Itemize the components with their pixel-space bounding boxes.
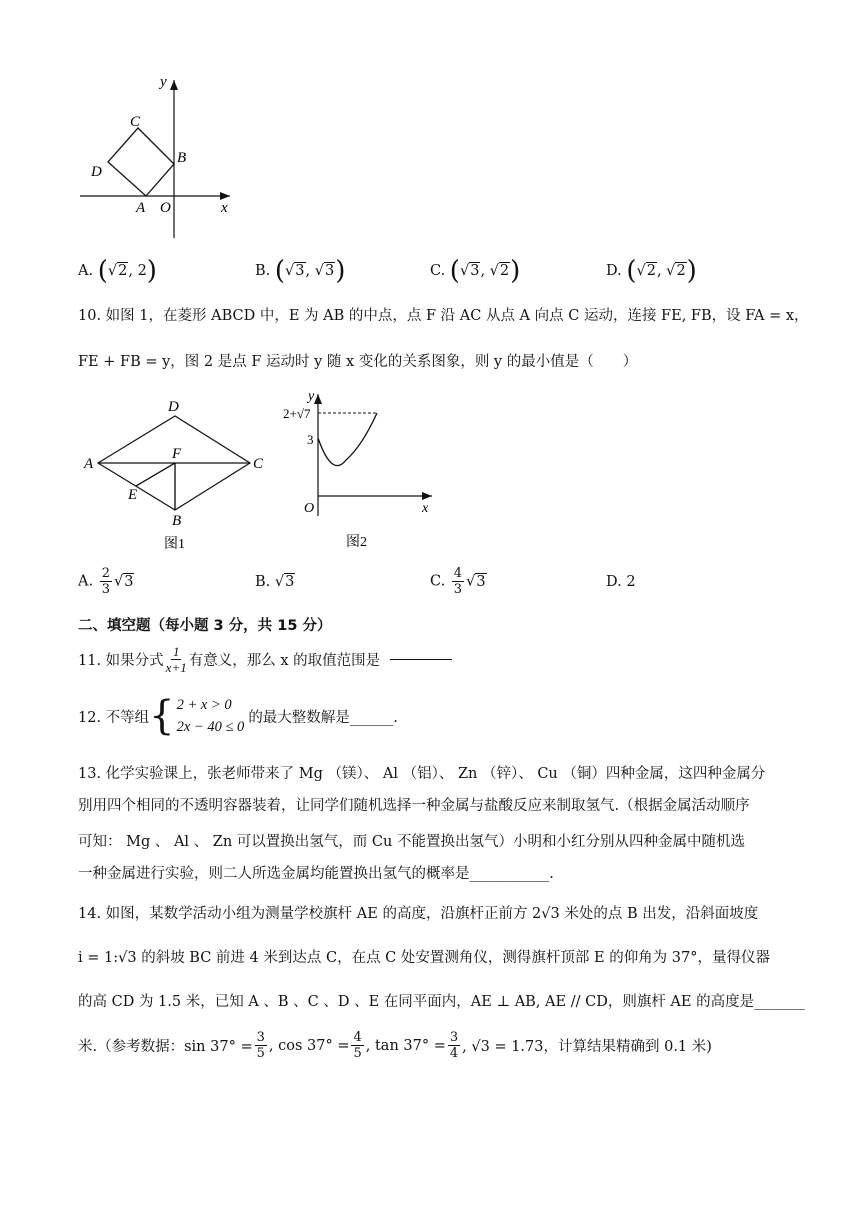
fig2-x-label: x [422,501,429,516]
fig1-point-c: C [253,456,264,472]
fig9-point-b: B [177,150,187,166]
q10-line2: FE + FB = y，图 2 是点 F 运动时 y 随 x 变化的关系图象，则 y 的最小值是（ ） [78,354,638,370]
fig1-point-d: D [168,399,179,415]
q13-line1: 13. 化学实验课上，张老师带来了 Mg （镁）、 Al （铝）、 Zn （锌）、 Cu （铜）四种金属，这四种金属分 [78,766,766,782]
q14-line4: 米.（参考数据：sin 37° = $\frac{3}{5}$ , cos 37° = $\frac{4}{5}$ , tan 37° = $\frac{3}{4}$ , √3 = 1.73，计算结果精确到 0.1 米) [78,1030,712,1061]
q10-option-a: A. $\frac{2}{3}$ √3 [78,566,134,597]
fig9-y-label: y [160,74,167,90]
q13-line2: 别用四个相同的不透明容器装着，让同学们随机选择一种金属与盐酸反应来制取氢气.（根据金属活动顺序 [78,798,750,814]
fig1-caption: 图1 [164,537,185,552]
q13-line4: 一种金属进行实验，则二人所选金属均能置换出氢气的概率是___________. [78,866,554,882]
fig1-point-f: F [172,446,182,462]
q14-line3: 的高 CD 为 1.5 米，已知 A 、B 、C 、D 、E 在同平面内，AE ⊥ AB, AE // CD，则旗杆 AE 的高度是_______ [78,994,805,1010]
q14-line1: 14. 如图，某数学活动小组为测量学校旗杆 AE 的高度，沿旗杆正前方 2√3 米处的点 B 出发，沿斜面坡度 [78,906,759,922]
figure-q9 [70,70,250,250]
q11: 11. 如果分式 $\frac{1}{x+1}$ 有意义，那么 x 的取值范围是 [78,644,452,675]
fig1-point-e: E [128,487,138,503]
q10-line1: 10. 如图 1，在菱形 ABCD 中，E 为 AB 的中点，点 F 沿 AC 从点 A 向点 C 运动，连接 FE, FB，设 FA = x， [78,308,809,324]
fig2-label-3: 3 [307,432,314,447]
fig2-caption: 图2 [346,535,367,550]
fig9-point-c: C [130,114,141,130]
q9-option-c: C. (√3, √2) [430,256,521,286]
section-2-title: 二、填空题（每小题 3 分，共 15 分） [78,618,332,634]
fig9-origin-o: O [160,200,171,216]
q9-option-a: A. (√2, 2) [78,256,157,286]
figure-1-rhombus [80,392,280,552]
fig9-x-label: x [221,200,228,216]
fig2-label-top: 2+√7 [283,406,311,421]
fig1-point-b: B [172,513,182,529]
fig9-point-d: D [91,164,102,180]
figure-2-graph [280,388,440,552]
q13-line3: 可知： Mg 、 Al 、 Zn 可以置换出氢气，而 Cu 不能置换出氢气）小明和小红分别从四种金属中随机选 [78,834,745,850]
fig2-origin-o: O [304,501,315,516]
q9-option-b: B. (√3, √3) [255,256,346,286]
q14-line2: i = 1:√3 的斜坡 BC 前进 4 米到达点 C，在点 C 处安置测角仪，测得旗杆顶部 E 的仰角为 37°，量得仪器 [78,950,770,966]
q12: 12. 不等组 { 2 + x > 0 2x − 40 ≤ 0 的最大整数解是______. [78,693,398,739]
fig1-point-a: A [84,456,94,472]
q10-option-d: D. 2 [606,574,636,590]
q9-option-d: D. (√2, √2) [606,256,697,286]
q10-option-c: C. $\frac{4}{3}$ √3 [430,566,486,597]
q10-option-b: B. √3 [255,574,295,590]
fig9-point-a: A [136,200,146,216]
fig2-y-label: y [308,389,315,404]
